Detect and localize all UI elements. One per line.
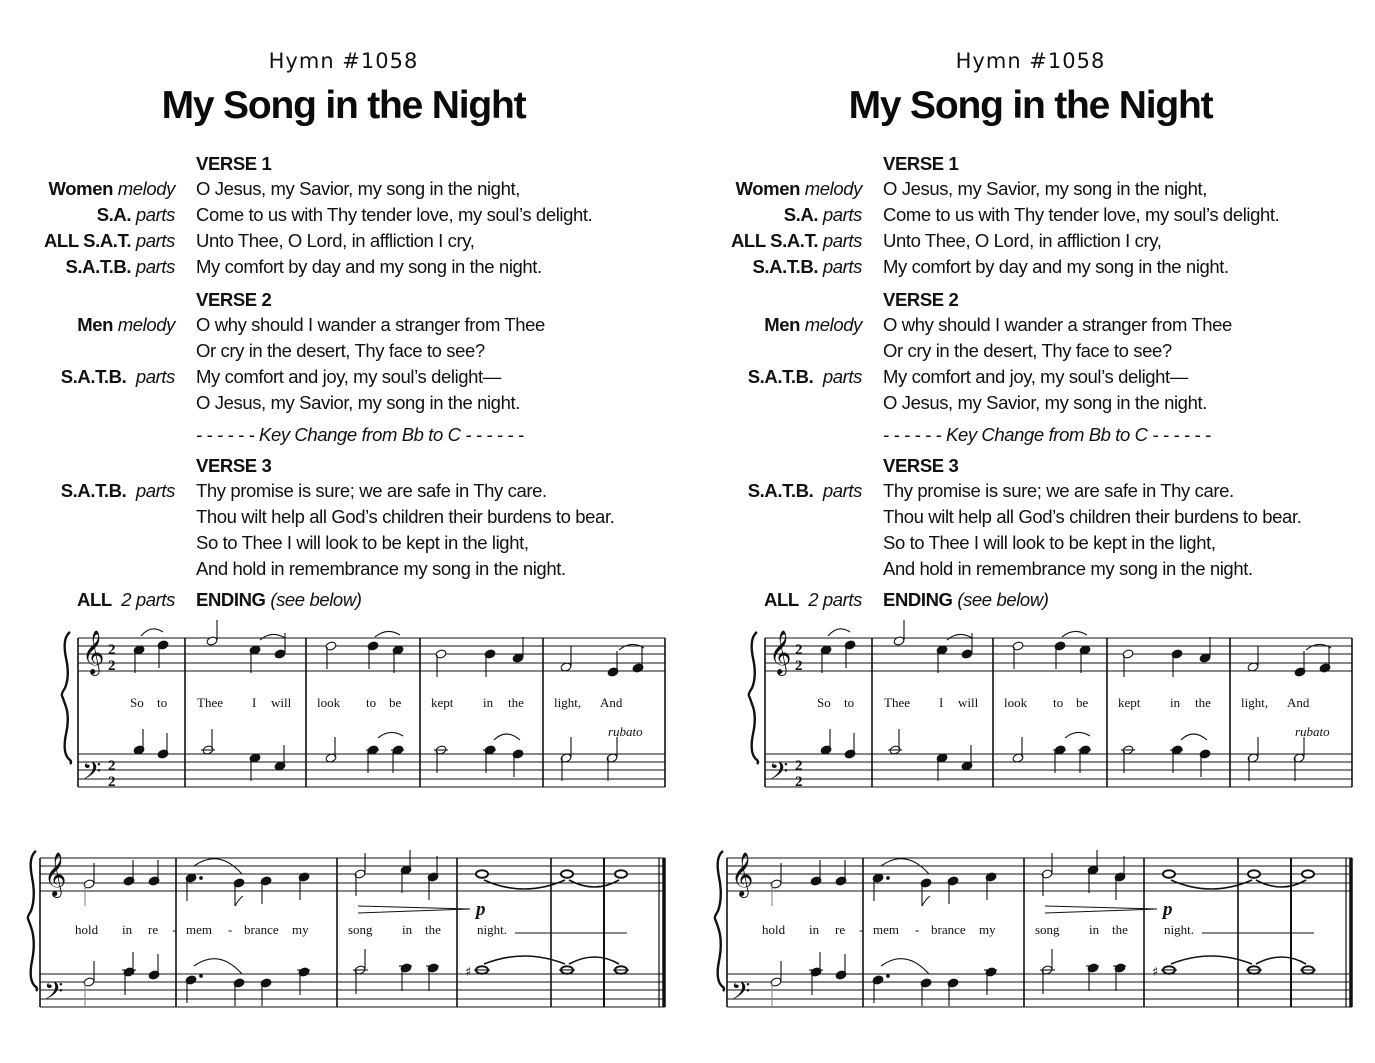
lyric-line: My comfort and joy, my soul’s delight— [196,366,501,387]
svg-text:I: I [252,695,257,710]
hymn-page-left [0,0,687,1063]
voice-label: S.A. parts [96,204,175,225]
voice-label: ALL S.A.T. parts [43,230,175,251]
svg-text:in: in [122,922,133,937]
voice-label: Men melody [764,314,862,335]
hymn-title: My Song in the Night [848,84,1213,127]
treble-clef-icon: 𝄞 [44,852,67,896]
svg-text:the: the [425,922,441,937]
svg-text:And: And [600,695,623,710]
ending-label: ENDING (see below) [883,589,1049,610]
sheet-music-ending [0,0,687,1063]
sheet-music-ending [687,0,1374,1063]
music-systems [28,620,665,1012]
lyric-line: So to Thee I will look to be kept in the light, [196,532,529,553]
voice-label: S.A.T.B. parts [747,366,862,387]
svg-text:night.: night. [477,922,507,937]
svg-text:song: song [348,922,373,937]
lyrics-system-2 [75,899,627,937]
lyric-line: O Jesus, my Savior, my song in the night. [196,392,520,413]
lyrics-system-1 [130,695,643,739]
sharp-icon: ♯ [465,965,472,980]
lyric-line: Or cry in the desert, Thy face to see? [883,340,1172,361]
voice-label: S.A.T.B. parts [747,480,862,501]
voice-label: S.A.T.B. parts [65,256,175,277]
svg-text:look: look [317,695,341,710]
voice-label: S.A.T.B. parts [60,366,175,387]
lyric-line: O Jesus, my Savior, my song in the night, [196,178,520,199]
svg-text:kept: kept [431,695,454,710]
svg-text:2: 2 [108,658,116,674]
lyric-line: Thou wilt help all God’s children their burdens to bear. [196,506,615,527]
svg-text:be: be [389,695,402,710]
svg-text:to: to [366,695,377,710]
hymn-page-right [687,0,1374,1063]
lyric-line: O why should I wander a stranger from Thee [196,314,545,335]
hymn-number: Hymn #1058 [268,49,419,73]
verse-heading: VERSE 3 [883,455,959,476]
svg-text:in: in [483,695,494,710]
brace-icon [62,632,71,764]
treble-clef-icon: 𝄞 [82,630,105,674]
svg-text:2: 2 [108,774,116,790]
verse-heading: VERSE 2 [883,289,959,310]
lyric-line: O Jesus, my Savior, my song in the night, [883,178,1207,199]
lyric-line: Come to us with Thy tender love, my soul’s delight. [883,204,1280,225]
lyric-line: O why should I wander a stranger from Thee [883,314,1232,335]
hymn-number: Hymn #1058 [955,49,1106,73]
voice-label: ALL 2 parts [763,589,862,610]
lyric-line: Thy promise is sure; we are safe in Thy care. [883,480,1234,501]
clefs-and-time [82,630,116,792]
brace-icon [28,851,37,991]
lyric-line: And hold in remembrance my song in the night. [883,558,1253,579]
voice-label: S.A. parts [783,204,862,225]
clefs-system-2 [44,852,66,1012]
ending-label: ENDING (see below) [196,589,362,610]
hymn-title: My Song in the Night [161,84,526,127]
lyric-line: Thou wilt help all God’s children their burdens to bear. [883,506,1302,527]
svg-text:brance: brance [244,922,279,937]
verse-heading: VERSE 1 [196,153,272,174]
voice-label: S.A.T.B. parts [60,480,175,501]
svg-text:-: - [228,922,233,937]
svg-text:2: 2 [108,758,116,774]
lyric-line: Or cry in the desert, Thy face to see? [196,340,485,361]
voice-label: Women melody [735,178,862,199]
lyric-line: Unto Thee, O Lord, in affliction I cry, [196,230,475,251]
dynamic-marking: p [476,899,486,920]
bass-clef-icon: 𝄢 [82,757,102,792]
bass-clef-icon: 𝄢 [44,977,64,1012]
svg-text:to: to [157,695,168,710]
svg-text:-: - [172,922,177,937]
svg-text:Thee: Thee [197,695,223,710]
lyric-line: My comfort by day and my song in the night. [883,256,1229,277]
verse-heading: VERSE 2 [196,289,272,310]
lyric-line: And hold in remembrance my song in the night. [196,558,566,579]
lyric-line: Thy promise is sure; we are safe in Thy care. [196,480,547,501]
voice-label: Women melody [48,178,175,199]
svg-text:So: So [130,695,144,710]
lyric-line: Unto Thee, O Lord, in affliction I cry, [883,230,1162,251]
key-change-note: - - - - - - Key Change from Bb to C - - - - - - [883,424,1211,445]
lyric-line: So to Thee I will look to be kept in the light, [883,532,1216,553]
key-change-note: - - - - - - Key Change from Bb to C - - - - - - [196,424,524,445]
time-signature: 2 [108,642,116,658]
voice-label: ALL 2 parts [76,589,175,610]
svg-text:will: will [271,695,292,710]
verse-heading: VERSE 1 [883,153,959,174]
svg-text:the: the [508,695,524,710]
svg-text:my: my [292,922,309,937]
svg-text:light,: light, [554,695,582,710]
voice-label: Men melody [77,314,175,335]
lyric-line: Come to us with Thy tender love, my soul’s delight. [196,204,593,225]
lyric-line: My comfort by day and my song in the night. [196,256,542,277]
expression-marking: rubato [608,724,643,739]
svg-text:in: in [402,922,413,937]
voice-label: ALL S.A.T. parts [730,230,862,251]
verse-heading: VERSE 3 [196,455,272,476]
lyric-line: O Jesus, my Savior, my song in the night. [883,392,1207,413]
svg-text:mem: mem [186,922,212,937]
svg-text:hold: hold [75,922,99,937]
svg-text:re: re [148,922,159,937]
voice-label: S.A.T.B. parts [752,256,862,277]
lyric-line: My comfort and joy, my soul’s delight— [883,366,1188,387]
